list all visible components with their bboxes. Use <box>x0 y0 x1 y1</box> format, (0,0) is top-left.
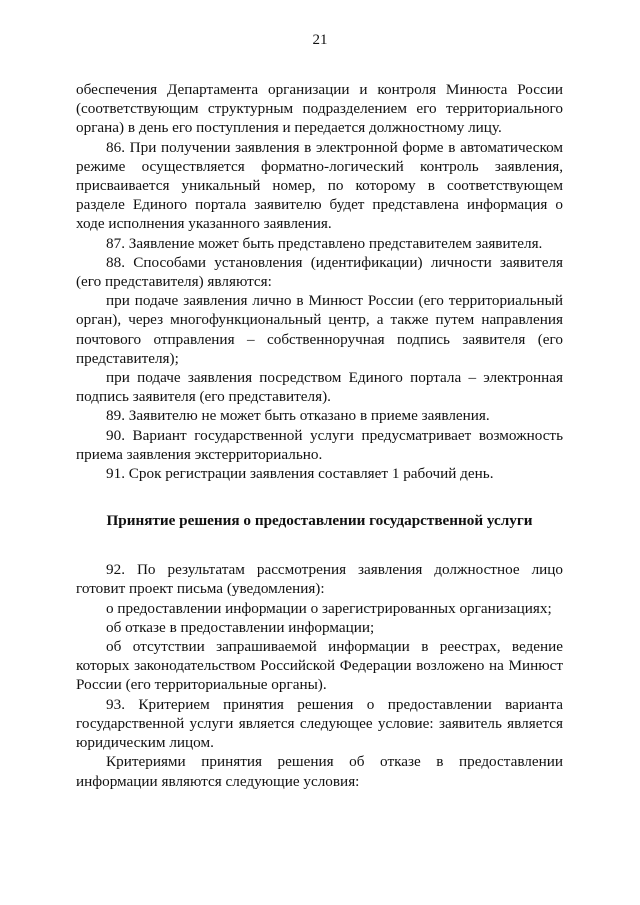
paragraph: обеспечения Департамента организации и контроля Минюста России (соответствующим структурным подразделением его территориального органа) в день его поступления и передается должностному лицу. <box>76 81 563 137</box>
paragraphs-after-heading <box>76 560 563 790</box>
paragraph-87: 87. Заявление может быть представлено представителем заявителя. <box>106 234 543 252</box>
paragraph-93: 93. Критерием принятия решения о предоставлении варианта государственной услуги является следующее условие: заявитель является юридическим лицом. <box>76 695 563 752</box>
paragraph-92-item-3: об отсутствии запрашиваемой информации в реестрах, ведение которых законодательством Российской Федерации возложено на Минюст России (его территориальные органы). <box>76 638 563 694</box>
paragraph-92: 92. По результатам рассмотрения заявления должностное лицо готовит проект письма (уведомления): <box>76 561 563 598</box>
paragraph-90: 90. Вариант государственной услуги предусматривает возможность приема заявления экстерриториально. <box>76 426 563 463</box>
paragraph-88-item-1: при подаче заявления лично в Минюст России (его территориальный орган), через многофункциональный центр, а также путем направления почтового отправления – собственноручная подпись заявителя (его представителя); <box>76 292 563 367</box>
document-body <box>76 80 563 791</box>
paragraph-92-item-1: о предоставлении информации о зарегистрированных организациях; <box>106 599 552 617</box>
paragraphs-before-heading <box>76 80 563 483</box>
paragraph-89: 89. Заявителю не может быть отказано в приеме заявления. <box>106 407 490 425</box>
paragraph-86: 86. При получении заявления в электронной форме в автоматическом режиме осуществляется форматно-логический контроль заявления, присваивается уникальный номер, по которому в соответствующем разделе Единого портала заявителю будет представлена информация о ходе исполнения указанного заявления. <box>76 138 563 233</box>
section-heading: Принятие решения о предоставлении государственной услуги <box>106 512 533 530</box>
page-number: 21 <box>312 32 328 48</box>
paragraph-88-item-2: при подаче заявления посредством Единого портала – электронная подпись заявителя (его представителя). <box>76 369 563 406</box>
paragraph-92-item-2: об отказе в предоставлении информации; <box>106 618 375 636</box>
paragraph-93-refusal-criteria: Критериями принятия решения об отказе в предоставлении информации являются следующие условия: <box>76 753 563 790</box>
paragraph-91: 91. Срок регистрации заявления составляет 1 рабочий день. <box>106 465 494 483</box>
paragraph-88: 88. Способами установления (идентификации) личности заявителя (его представителя) являются: <box>76 253 563 291</box>
